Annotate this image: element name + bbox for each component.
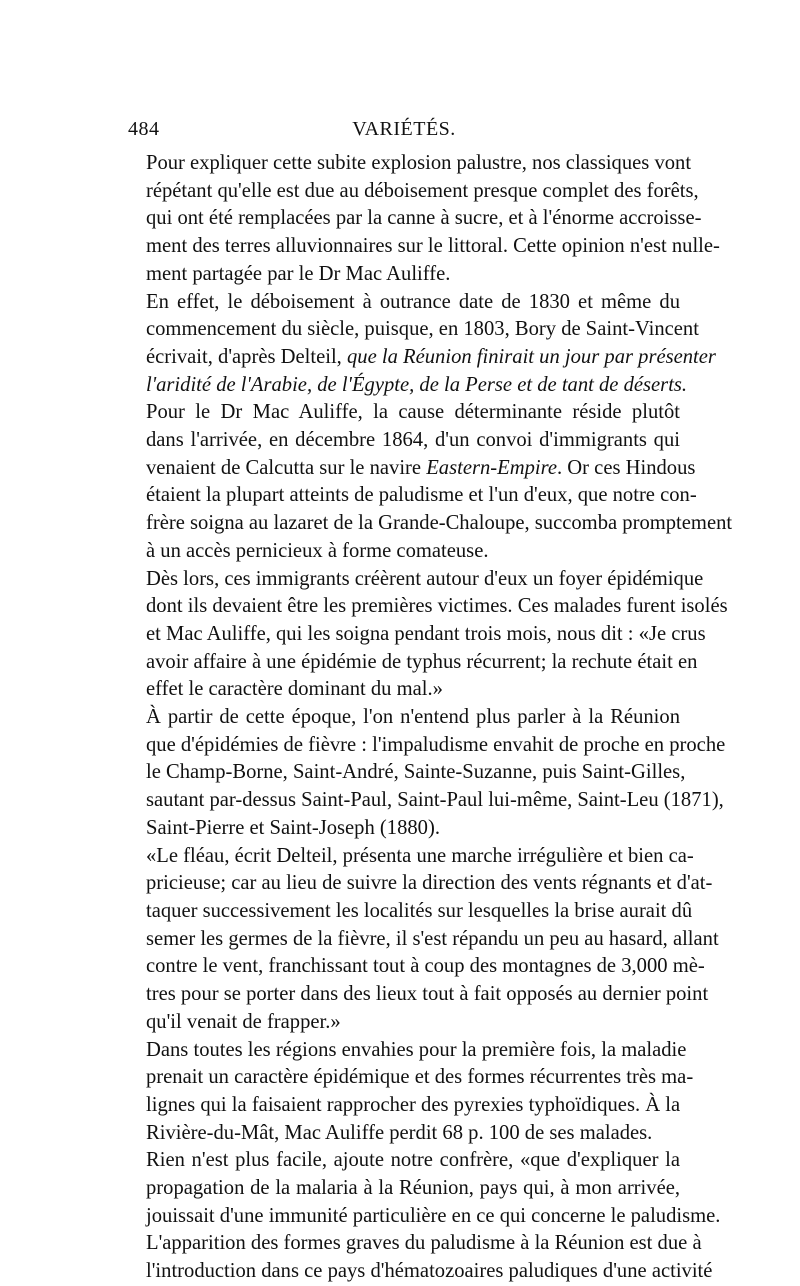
text-line: le Champ-Borne, Saint-André, Sainte-Suzanne, puis Saint-Gilles,	[146, 761, 686, 784]
text-line: À partir de cette époque, l'on n'entend plus parler à la Réunion	[146, 706, 680, 729]
text-span: . Or ces Hindous	[557, 456, 696, 479]
paragraph	[120, 704, 726, 843]
text-line: contre le vent, franchissant tout à coup des montagnes de 3,000 mè-	[146, 955, 705, 978]
ship-name: Eastern-Empire	[426, 456, 557, 479]
text-line: l'introduction dans ce pays d'hématozoaires paludiques d'une activité	[146, 1260, 713, 1283]
text-line: et Mac Auliffe, qui les soigna pendant trois mois, nous dit : «Je crus	[146, 622, 706, 645]
text-line: commencement du siècle, puisque, en 1803, Bory de Saint-Vincent	[146, 318, 699, 341]
text-line: frère soigna au lazaret de la Grande-Chaloupe, succomba promptement	[146, 512, 733, 535]
page-number: 484	[128, 118, 160, 140]
text-line: avoir affaire à une épidémie de typhus récurrent; la rechute était en	[146, 650, 698, 673]
text-line: qui ont été remplacées par la canne à sucre, et à l'énorme accroisse-	[146, 207, 702, 230]
paragraph	[120, 566, 728, 705]
text-line: taquer successivement les localités sur lesquelles la brise aurait dû	[146, 899, 693, 922]
paragraph	[120, 150, 720, 289]
paragraph	[120, 843, 719, 1037]
text-line: étaient la plupart atteints de paludisme et l'un d'eux, que notre con-	[146, 484, 697, 507]
paragraph	[120, 1147, 721, 1286]
text-line: Dans toutes les régions envahies pour la première fois, la maladie	[146, 1038, 687, 1061]
running-title: VARIÉTÉS.	[352, 118, 456, 140]
text-line: à un accès pernicieux à forme comateuse.	[146, 539, 489, 562]
text-line: Pour expliquer cette subite explosion palustre, nos classiques vont	[146, 152, 692, 174]
text-line: Saint-Pierre et Saint-Joseph (1880).	[146, 816, 440, 839]
page-header	[128, 118, 680, 148]
paragraph	[120, 289, 716, 400]
text-line: L'apparition des formes graves du paludisme à la Réunion est due à	[146, 1232, 702, 1255]
text-line: «Le fléau, écrit Delteil, présenta une marche irrégulière et bien ca-	[146, 844, 694, 867]
text-span: écrivait, d'après Delteil,	[146, 345, 347, 368]
text-line: Pour le Dr Mac Auliffe, la cause déterminante réside plutôt	[146, 401, 680, 424]
text-line	[120, 372, 688, 400]
text-line: semer les germes de la fièvre, il s'est répandu un peu au hasard, allant	[146, 927, 719, 950]
text-line: que d'épidémies de fièvre : l'impaludisme envahit de proche en proche	[146, 733, 726, 756]
text-line: pricieuse; car au lieu de suivre la direction des vents régnants et d'at-	[146, 872, 713, 895]
text-line: ment des terres alluvionnaires sur le littoral. Cette opinion n'est nulle-	[146, 235, 720, 258]
text-span: venaient de Calcutta sur le navire	[146, 456, 427, 479]
italic-quote: l'aridité de l'Arabie, de l'Égypte, de la Perse et de tant de déserts.	[146, 373, 688, 396]
text-line: ment partagée par le Dr Mac Auliffe.	[146, 262, 451, 285]
text-line: lignes qui la faisaient rapprocher des pyrexies typhoïdiques. À la	[146, 1093, 681, 1116]
text-line	[120, 344, 716, 372]
text-line: dont ils devaient être les premières victimes. Ces malades furent isolés	[146, 595, 728, 618]
text-line: En effet, le déboisement à outrance date de 1830 et même du	[146, 290, 680, 313]
text-line: sautant par-dessus Saint-Paul, Saint-Paul lui-même, Saint-Leu (1871),	[146, 789, 724, 812]
paragraph	[120, 1037, 694, 1148]
text-line: Rivière-du-Mât, Mac Auliffe perdit 68 p. 100 de ses malades.	[146, 1121, 653, 1144]
text-line: répétant qu'elle est due au déboisement presque complet des forêts,	[146, 179, 699, 202]
text-line: prenait un caractère épidémique et des formes récurrentes très ma-	[146, 1066, 694, 1089]
text-body	[120, 150, 733, 1286]
text-line: Rien n'est plus facile, ajoute notre confrère, «que d'expliquer la	[146, 1149, 680, 1172]
text-line: effet le caractère dominant du mal.»	[146, 678, 443, 701]
text-line: Dès lors, ces immigrants créèrent autour d'eux un foyer épidémique	[146, 567, 704, 590]
text-line	[120, 455, 696, 483]
text-line: qu'il venait de frapper.»	[146, 1010, 341, 1033]
italic-quote: que la Réunion finirait un jour par présenter	[346, 345, 716, 368]
text-line: jouissait d'une immunité particulière en ce qui concerne le paludisme.	[146, 1204, 721, 1227]
text-line: dans l'arrivée, en décembre 1864, d'un convoi d'immigrants qui	[146, 429, 680, 452]
text-line: propagation de la malaria à la Réunion, pays qui, à mon arrivée,	[146, 1177, 680, 1200]
text-line: tres pour se porter dans des lieux tout à fait opposés au dernier point	[146, 983, 709, 1006]
paragraph	[120, 399, 733, 565]
